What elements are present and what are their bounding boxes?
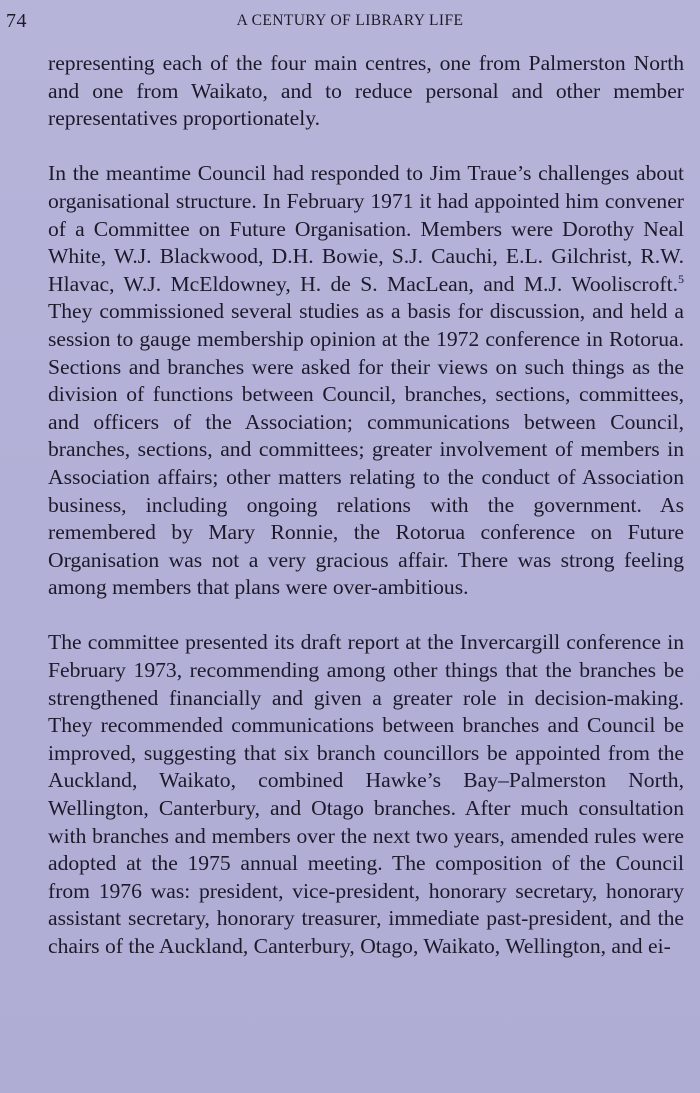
body-text — [48, 50, 684, 961]
page-number: 74 — [6, 10, 27, 32]
paragraph-2-text-after-note: They commissioned several studies as a basis for discussion, and held a session to gauge membership opinion at the 1972 conference in Rotorua. Sections and branches were asked for their views on such things as the division of functions between Council, branches, sections, committees, and officers of the Association; communications between Council, branches, sections, and committees; greater involvement of members in Association affairs; other matters relating to the conduct of Association business, including ongoing relations with the government. As remembered by Mary Ronnie, the Rotorua conference on Future Organisation was not a very gracious affair. There was strong feeling among members that plans were over-ambitious. — [48, 299, 684, 600]
paragraph-1: representing each of the four main centres, one from Palmerston North and one from Waikato, and to reduce personal and other member representatives proportionately. — [48, 51, 684, 131]
footnote-reference: 5 — [678, 271, 684, 286]
paragraph-2-text-before-note: In the meantime Council had responded to Jim Traue’s challenges about organisational structure. In February 1971 it had appointed him convener of a Committee on Future Organisation. Members were Dorothy Neal White, W.J. Blackwood, D.H. Bowie, S.J. Cauchi, E.L. Gilchrist, R.W. Hlavac, W.J. McEldowney, H. de S. MacLean, and M.J. Wooliscroft. — [48, 161, 684, 296]
paragraph-2 — [48, 160, 684, 602]
paragraph-3: The committee presented its draft report at the Invercargill conference in February 1973, recommending among other things that the branches be strengthened financially and given a greater role in decision-making. They recommended communications between branches and Council be improved, suggesting that six branch councillors be appointed from the Auckland, Waikato, combined Hawke’s Bay–Palmerston North, Wellington, Canterbury, and Otago branches. After much consultation with branches and members over the next two years, amended rules were adopted at the 1975 annual meeting. The composition of the Council from 1976 was: president, vice-president, honorary secretary, honorary assistant secretary, honorary treasurer, immediate past-president, and the chairs of the Auckland, Canterbury, Otago, Waikato, Wellington, and ei- — [48, 630, 684, 958]
running-head: A CENTURY OF LIBRARY LIFE — [236, 12, 464, 29]
